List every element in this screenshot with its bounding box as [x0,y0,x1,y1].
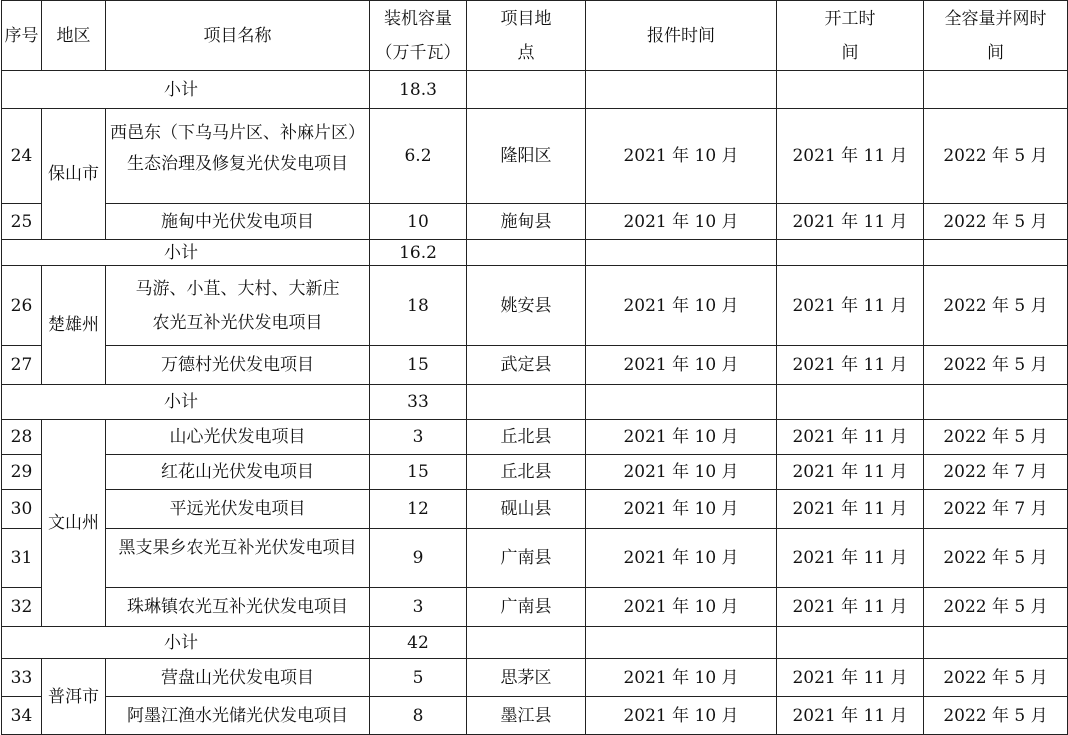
row-report: 2021 年 10 月 [586,266,777,346]
row-grid: 2022 年 5 月 [924,659,1068,697]
row-seq: 25 [2,204,42,240]
subtotal-row [2,240,1068,266]
row-grid: 2022 年 7 月 [924,490,1068,529]
row-capacity: 9 [370,529,467,588]
table-row [2,204,1068,240]
row-grid: 2022 年 7 月 [924,455,1068,490]
row-grid: 2022 年 5 月 [924,109,1068,204]
row-location: 广南县 [467,529,586,588]
row-name [106,529,370,588]
table-row [2,659,1068,697]
row-name-text: 西邑东（下乌马片区、补麻片区）生态治理及修复光伏发电项目 [110,123,365,174]
row-grid: 2022 年 5 月 [924,529,1068,588]
row-name: 施甸中光伏发电项目 [106,204,370,240]
subtotal-row [2,71,1068,109]
row-name: 万德村光伏发电项目 [106,346,370,385]
header-start: 开工时间 [777,1,924,71]
row-report: 2021 年 10 月 [586,659,777,697]
row-capacity: 3 [370,588,467,627]
region-cell: 普洱市 [42,659,106,735]
row-start: 2021 年 11 月 [777,588,924,627]
subtotal-value: 42 [370,627,467,659]
subtotal-label: 小计 [2,240,370,266]
row-start: 2021 年 11 月 [777,490,924,529]
table-row [2,455,1068,490]
row-location: 丘北县 [467,420,586,455]
row-start: 2021 年 11 月 [777,529,924,588]
table-row [2,588,1068,627]
row-name: 营盘山光伏发电项目 [106,659,370,697]
row-report: 2021 年 10 月 [586,346,777,385]
row-seq: 31 [2,529,42,588]
row-report: 2021 年 10 月 [586,588,777,627]
row-seq: 27 [2,346,42,385]
row-seq: 32 [2,588,42,627]
row-grid: 2022 年 5 月 [924,346,1068,385]
row-capacity: 12 [370,490,467,529]
header-seq: 序号 [2,1,42,71]
header-region: 地区 [42,1,106,71]
row-capacity: 10 [370,204,467,240]
table-row [2,420,1068,455]
row-name: 阿墨江渔水光储光伏发电项目 [106,697,370,735]
row-report: 2021 年 10 月 [586,420,777,455]
row-seq: 34 [2,697,42,735]
subtotal-label: 小计 [2,627,370,659]
subtotal-value: 16.2 [370,240,467,266]
region-cell: 文山州 [42,420,106,627]
row-capacity: 18 [370,266,467,346]
row-report: 2021 年 10 月 [586,204,777,240]
subtotal-row [2,627,1068,659]
row-location: 墨江县 [467,697,586,735]
row-name: 红花山光伏发电项目 [106,455,370,490]
subtotal-value: 18.3 [370,71,467,109]
row-start: 2021 年 11 月 [777,659,924,697]
row-report: 2021 年 10 月 [586,529,777,588]
row-grid: 2022 年 5 月 [924,420,1068,455]
subtotal-label: 小计 [2,71,370,109]
row-grid: 2022 年 5 月 [924,697,1068,735]
row-name: 珠琳镇农光互补光伏发电项目 [106,588,370,627]
subtotal-value: 33 [370,385,467,420]
row-location: 砚山县 [467,490,586,529]
row-name: 山心光伏发电项目 [106,420,370,455]
row-capacity: 6.2 [370,109,467,204]
row-start: 2021 年 11 月 [777,420,924,455]
region-cell: 楚雄州 [42,266,106,385]
table-row [2,490,1068,529]
row-capacity: 8 [370,697,467,735]
row-location: 施甸县 [467,204,586,240]
row-start: 2021 年 11 月 [777,109,924,204]
row-start: 2021 年 11 月 [777,697,924,735]
row-name [106,109,370,204]
row-capacity: 15 [370,455,467,490]
region-cell: 保山市 [42,109,106,240]
row-report: 2021 年 10 月 [586,490,777,529]
row-start: 2021 年 11 月 [777,204,924,240]
row-location: 广南县 [467,588,586,627]
row-seq: 26 [2,266,42,346]
row-location: 隆阳区 [467,109,586,204]
row-report: 2021 年 10 月 [586,109,777,204]
header-grid: 全容量并网时间 [924,1,1068,71]
table-row [2,529,1068,588]
row-seq: 30 [2,490,42,529]
row-location: 丘北县 [467,455,586,490]
subtotal-row [2,385,1068,420]
row-start: 2021 年 11 月 [777,455,924,490]
row-start: 2021 年 11 月 [777,346,924,385]
header-row [2,1,1068,71]
table-row [2,697,1068,735]
table-row [2,346,1068,385]
row-name: 平远光伏发电项目 [106,490,370,529]
row-report: 2021 年 10 月 [586,697,777,735]
row-seq: 29 [2,455,42,490]
header-report: 报件时间 [586,1,777,71]
row-seq: 24 [2,109,42,204]
header-location: 项目地点 [467,1,586,71]
row-capacity: 5 [370,659,467,697]
row-report: 2021 年 10 月 [586,455,777,490]
row-grid: 2022 年 5 月 [924,204,1068,240]
row-seq: 33 [2,659,42,697]
row-name-text: 黑支果乡农光互补光伏发电项目 [118,538,357,558]
table-row [2,266,1068,346]
header-name: 项目名称 [106,1,370,71]
row-seq: 28 [2,420,42,455]
row-capacity: 15 [370,346,467,385]
row-grid: 2022 年 5 月 [924,266,1068,346]
project-table [1,0,1068,735]
row-name: 马游、小苴、大村、大新庄农光互补光伏发电项目 [106,266,370,346]
row-location: 思茅区 [467,659,586,697]
row-start: 2021 年 11 月 [777,266,924,346]
row-capacity: 3 [370,420,467,455]
row-grid: 2022 年 5 月 [924,588,1068,627]
header-capacity: 装机容量（万千瓦） [370,1,467,71]
subtotal-label: 小计 [2,385,370,420]
table-row [2,109,1068,204]
row-location: 姚安县 [467,266,586,346]
row-location: 武定县 [467,346,586,385]
